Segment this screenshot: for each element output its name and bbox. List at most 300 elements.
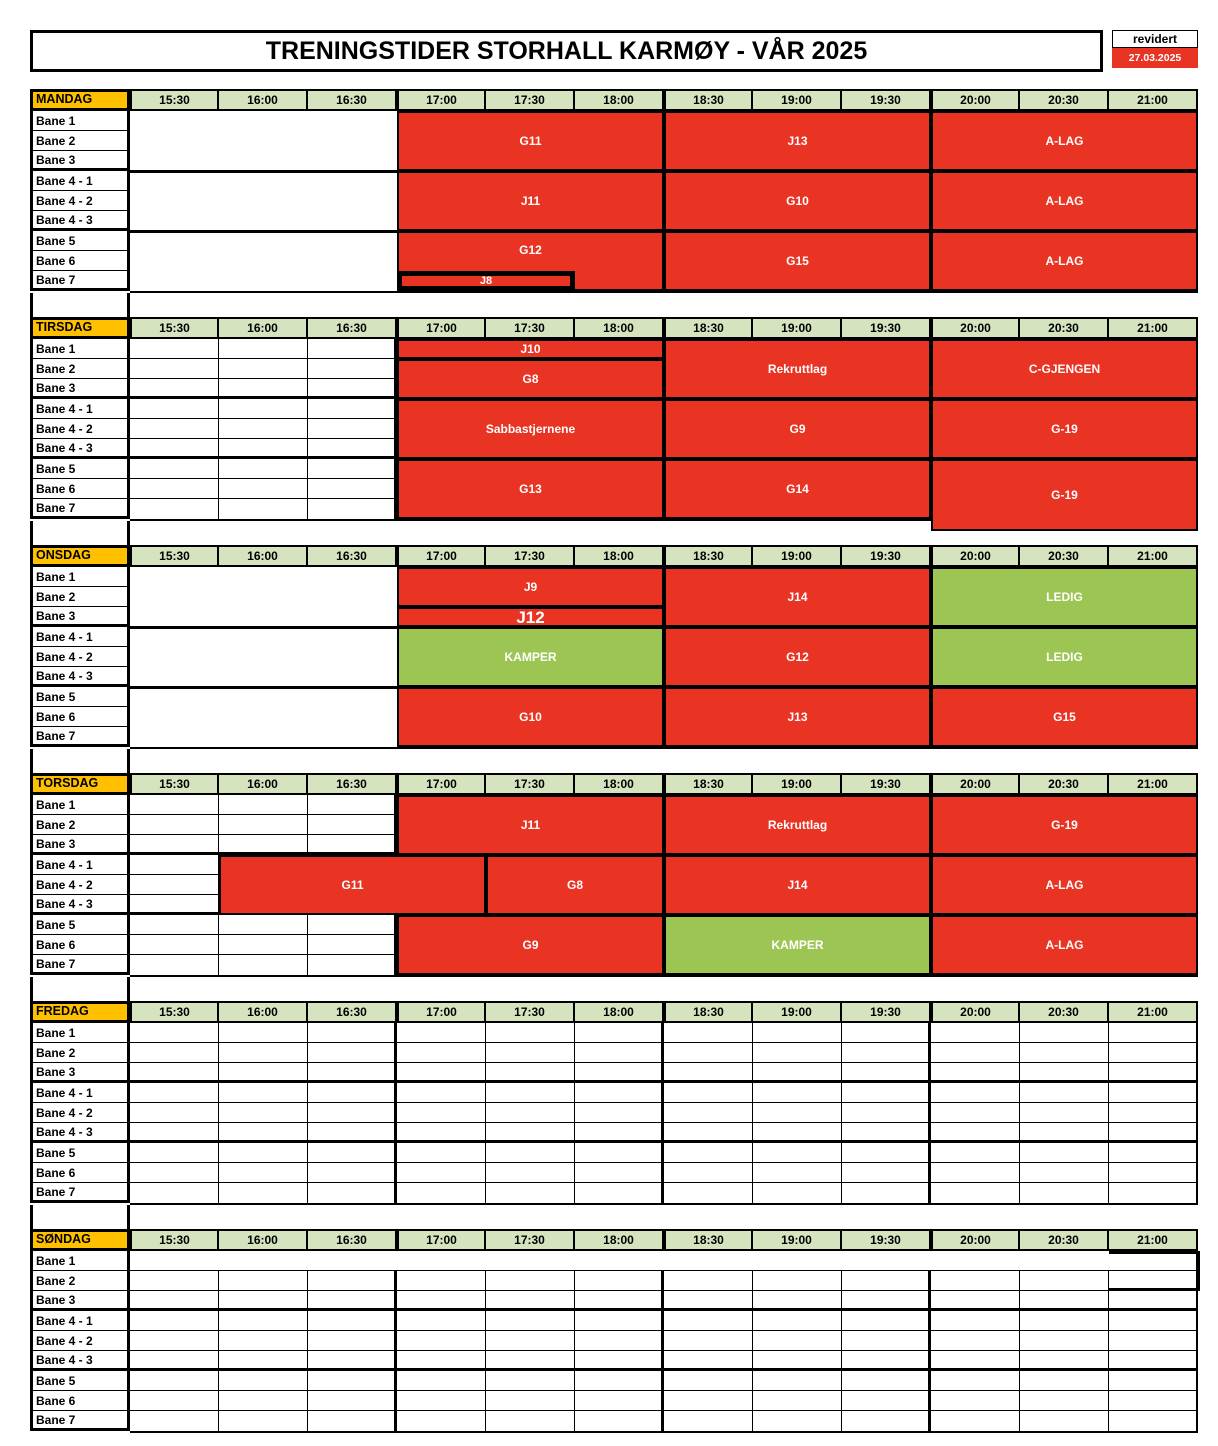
grid-cell: [575, 1183, 664, 1203]
grid-cell: [1020, 1351, 1109, 1371]
lane-label: Bane 6: [30, 935, 130, 955]
grid-cell: [1020, 1143, 1109, 1163]
revision-date: 27.03.2025: [1112, 48, 1198, 68]
grid-cell: [575, 1411, 664, 1431]
lane-label: Bane 4 - 1: [30, 1311, 130, 1331]
lane-label: Bane 4 - 3: [30, 1351, 130, 1371]
lane-label: Bane 4 - 2: [30, 647, 130, 667]
lane-label: Bane 5: [30, 1371, 130, 1391]
grid-cell: [842, 1163, 931, 1183]
time-header-cell: 18:00: [575, 773, 664, 795]
time-grid: [130, 795, 1198, 977]
lane-label: Bane 7: [30, 1411, 130, 1431]
lane-label: Bane 4 - 2: [30, 1103, 130, 1123]
grid-cell: [664, 1043, 753, 1063]
block-ledig: LEDIG: [931, 627, 1198, 687]
lane-label: Bane 3: [30, 1291, 130, 1311]
time-header-cell: 21:00: [1109, 317, 1198, 339]
grid-cell: [219, 499, 308, 519]
grid-cell: [575, 1043, 664, 1063]
lane-label: Bane 1: [30, 339, 130, 359]
grid-cell: [130, 1023, 219, 1043]
grid-cell: [308, 795, 397, 815]
grid-cell: [308, 1023, 397, 1043]
grid-cell: [219, 815, 308, 835]
grid-cell: [575, 1291, 664, 1311]
grid-cell: [1020, 1331, 1109, 1351]
grid-cell: [575, 1143, 664, 1163]
grid-cell: [130, 1391, 219, 1411]
lane-label: Bane 4 - 3: [30, 439, 130, 459]
grid-cell: [753, 1183, 842, 1203]
grid-cell: [753, 1411, 842, 1431]
block-j9: J9: [397, 567, 664, 607]
block-j14: J14: [664, 855, 931, 915]
grid-cell: [753, 1331, 842, 1351]
grid-cell: [842, 1271, 931, 1291]
lane-label: Bane 2: [30, 131, 130, 151]
block-j13: J13: [664, 687, 931, 747]
block-g11: G11: [397, 111, 664, 171]
time-header-cell: 21:00: [1109, 1229, 1198, 1251]
day-header: [30, 773, 1198, 795]
time-header-cell: 20:30: [1020, 1001, 1109, 1023]
grid-cell: [397, 1103, 486, 1123]
grid-cell: [842, 1063, 931, 1083]
grid-cell: [308, 499, 397, 519]
grid-cell: [1109, 1351, 1198, 1371]
lane-label: Bane 6: [30, 251, 130, 271]
grid-cell: [308, 419, 397, 439]
day-body: [30, 567, 1198, 749]
lane-column: [30, 567, 130, 749]
grid-cell: [842, 1083, 931, 1103]
block-g9: G9: [664, 399, 931, 459]
grid-cell: [486, 1143, 575, 1163]
grid-cell: [397, 1371, 486, 1391]
grid-cell: [397, 1391, 486, 1411]
grid-cell: [130, 1291, 219, 1311]
revision-label: revidert: [1112, 30, 1198, 48]
grid-cell: [130, 1183, 219, 1203]
time-grid: [130, 1251, 1198, 1433]
day-section-tirsdag: [30, 317, 1198, 521]
grid-cell: [486, 1123, 575, 1143]
spacer-cell: [30, 1205, 130, 1229]
time-header-cell: 19:00: [753, 545, 842, 567]
grid-cell: [397, 1123, 486, 1143]
grid-cell: [308, 439, 397, 459]
lane-label: Bane 7: [30, 727, 130, 747]
grid-cell: [219, 479, 308, 499]
lane-label: Bane 5: [30, 915, 130, 935]
grid-cell: [219, 935, 308, 955]
grid-cell: [308, 1103, 397, 1123]
time-header-cell: 19:30: [842, 773, 931, 795]
grid-cell: [219, 1163, 308, 1183]
grid-cell: [397, 1291, 486, 1311]
lane-column: [30, 795, 130, 977]
day-section-fredag: [30, 1001, 1198, 1205]
grid-cell: [130, 895, 219, 915]
grid-cell: [1109, 1103, 1198, 1123]
grid-cell: [486, 1063, 575, 1083]
grid-cell: [664, 1271, 753, 1291]
lane-label: Bane 2: [30, 359, 130, 379]
time-header-cell: 18:30: [664, 317, 753, 339]
block-g14: G14: [664, 459, 931, 519]
grid-cell: [664, 1103, 753, 1123]
grid-cell: [664, 1331, 753, 1351]
day-label: ONSDAG: [30, 545, 130, 567]
time-header-cell: 17:30: [486, 545, 575, 567]
lane-label: Bane 1: [30, 795, 130, 815]
corner-outline: [1109, 1251, 1200, 1291]
lane-label: Bane 2: [30, 815, 130, 835]
block-rekruttlag: Rekruttlag: [664, 795, 931, 855]
grid-cell: [130, 915, 219, 935]
grid-cell: [486, 1291, 575, 1311]
lane-label: Bane 4 - 2: [30, 875, 130, 895]
grid-cell: [397, 1063, 486, 1083]
time-header-cell: 17:00: [397, 317, 486, 339]
time-header-cell: 18:00: [575, 545, 664, 567]
grid-cell: [753, 1023, 842, 1043]
grid-cell: [753, 1311, 842, 1331]
grid-cell: [219, 359, 308, 379]
lane-column: [30, 1023, 130, 1205]
grid-cell: [219, 1391, 308, 1411]
grid-cell: [130, 875, 219, 895]
time-header-cell: 17:00: [397, 89, 486, 111]
block-g15: G15: [664, 231, 931, 291]
time-header-cell: 17:30: [486, 317, 575, 339]
grid-cell: [219, 1311, 308, 1331]
grid-cell: [931, 1163, 1020, 1183]
time-grid: [130, 339, 1198, 521]
day-section-sondag: [30, 1229, 1198, 1433]
lane-label: Bane 2: [30, 1271, 130, 1291]
lane-column: [30, 111, 130, 293]
time-header-cell: 15:30: [130, 89, 219, 111]
grid-cell: [130, 439, 219, 459]
grid-cell: [130, 499, 219, 519]
grid-cell: [219, 835, 308, 855]
day-sections: [30, 89, 1198, 1433]
grid-cell: [664, 1183, 753, 1203]
block-g12: G12: [664, 627, 931, 687]
grid-cell: [753, 1251, 842, 1271]
grid-cell: [664, 1163, 753, 1183]
grid-cell: [219, 439, 308, 459]
time-header-cell: 21:00: [1109, 89, 1198, 111]
lane-label: Bane 1: [30, 111, 130, 131]
grid-cell: [308, 379, 397, 399]
block-g-19: G-19: [931, 459, 1198, 531]
grid-cell: [130, 1123, 219, 1143]
day-body: [30, 1251, 1198, 1433]
lane-label: Bane 6: [30, 1391, 130, 1411]
lane-label: Bane 4 - 3: [30, 211, 130, 231]
lane-label: Bane 4 - 3: [30, 1123, 130, 1143]
grid-cell: [1020, 1103, 1109, 1123]
grid-cell: [308, 1063, 397, 1083]
time-header-cell: 16:30: [308, 1229, 397, 1251]
grid-cell: [308, 915, 397, 935]
lane-label: Bane 7: [30, 271, 130, 291]
grid-cell: [130, 1251, 219, 1271]
lane-label: Bane 3: [30, 151, 130, 171]
grid-cell: [486, 1311, 575, 1331]
grid-cell: [219, 1123, 308, 1143]
grid-cell: [219, 795, 308, 815]
lane-label: Bane 1: [30, 1251, 130, 1271]
block-c-gjengen: C-GJENGEN: [931, 339, 1198, 399]
grid-cell: [842, 1251, 931, 1271]
time-header-cell: 17:00: [397, 773, 486, 795]
time-header-cell: 17:30: [486, 89, 575, 111]
grid-cell: [1109, 1043, 1198, 1063]
grid-cell: [753, 1371, 842, 1391]
grid-cell: [931, 1331, 1020, 1351]
grid-cell: [931, 1271, 1020, 1291]
grid-cell: [664, 1411, 753, 1431]
time-header-cell: 16:30: [308, 1001, 397, 1023]
block-g-19: G-19: [931, 795, 1198, 855]
grid-cell: [219, 1063, 308, 1083]
grid-cell: [575, 1163, 664, 1183]
grid-cell: [486, 1083, 575, 1103]
grid-cell: [842, 1411, 931, 1431]
grid-cell: [486, 1391, 575, 1411]
time-header-cell: 15:30: [130, 545, 219, 567]
grid-cell: [397, 1043, 486, 1063]
grid-cell: [130, 379, 219, 399]
grid-cell: [219, 1143, 308, 1163]
block-j11: J11: [397, 795, 664, 855]
time-header-cell: 18:00: [575, 317, 664, 339]
time-header-cell: 19:00: [753, 1001, 842, 1023]
block-kamper: KAMPER: [664, 915, 931, 975]
block-j8: J8: [397, 271, 575, 291]
grid-cell: [219, 419, 308, 439]
grid-cell: [486, 1331, 575, 1351]
grid-cell: [130, 1103, 219, 1123]
day-body: [30, 339, 1198, 521]
time-header-cell: 17:00: [397, 545, 486, 567]
time-header-cell: 16:30: [308, 545, 397, 567]
grid-cell: [575, 1391, 664, 1411]
day-header: [30, 1229, 1198, 1251]
grid-cell: [1020, 1083, 1109, 1103]
lane-column: [30, 1251, 130, 1433]
grid-cell: [130, 815, 219, 835]
grid-cell: [1109, 1331, 1198, 1351]
time-header-cell: 20:00: [931, 773, 1020, 795]
grid-cell: [308, 1143, 397, 1163]
lane-label: Bane 5: [30, 231, 130, 251]
block-a-lag: A-LAG: [931, 171, 1198, 231]
grid-cell: [931, 1351, 1020, 1371]
grid-cell: [1020, 1291, 1109, 1311]
time-header-cell: 19:00: [753, 317, 842, 339]
block-sabbastjernene: Sabbastjernene: [397, 399, 664, 459]
lane-label: Bane 7: [30, 955, 130, 975]
grid-cell: [130, 1271, 219, 1291]
time-header-cell: 18:30: [664, 545, 753, 567]
grid-cell: [486, 1271, 575, 1291]
block-g11: G11: [219, 855, 486, 915]
grid-cell: [1020, 1123, 1109, 1143]
time-header-cell: 17:30: [486, 1001, 575, 1023]
spacer-cell: [30, 521, 130, 545]
grid-cell: [753, 1271, 842, 1291]
time-header-cell: 16:00: [219, 317, 308, 339]
grid-cell: [664, 1391, 753, 1411]
grid-cell: [664, 1311, 753, 1331]
section-spacer: [30, 293, 1198, 317]
lane-label: Bane 2: [30, 587, 130, 607]
block-g13: G13: [397, 459, 664, 519]
grid-cell: [753, 1103, 842, 1123]
grid-cell: [308, 1411, 397, 1431]
grid-cell: [130, 1371, 219, 1391]
time-grid: [130, 567, 1198, 749]
day-body: [30, 111, 1198, 293]
time-header-cell: 16:00: [219, 773, 308, 795]
grid-cell: [753, 1351, 842, 1371]
grid-cell: [931, 1043, 1020, 1063]
grid-cell: [486, 1371, 575, 1391]
grid-cell: [1020, 1411, 1109, 1431]
lane-label: Bane 5: [30, 1143, 130, 1163]
grid-cell: [130, 1043, 219, 1063]
grid-cell: [397, 1183, 486, 1203]
grid-cell: [130, 1063, 219, 1083]
time-header-cell: 21:00: [1109, 1001, 1198, 1023]
grid-cell: [753, 1143, 842, 1163]
grid-cell: [753, 1163, 842, 1183]
lane-label: Bane 1: [30, 1023, 130, 1043]
time-header-cell: 18:00: [575, 89, 664, 111]
lane-label: Bane 3: [30, 607, 130, 627]
grid-cell: [308, 459, 397, 479]
grid-cell: [664, 1371, 753, 1391]
grid-cell: [1109, 1411, 1198, 1431]
grid-cell: [931, 1023, 1020, 1043]
time-header-cell: 18:30: [664, 1229, 753, 1251]
grid-cell: [397, 1311, 486, 1331]
grid-cell: [397, 1251, 486, 1271]
grid-cell: [130, 935, 219, 955]
lane-label: Bane 4 - 1: [30, 1083, 130, 1103]
lane-label: Bane 7: [30, 1183, 130, 1203]
grid-cell: [130, 479, 219, 499]
grid-cell: [486, 1251, 575, 1271]
grid-cell: [486, 1023, 575, 1043]
grid-cell: [308, 1291, 397, 1311]
grid-cell: [753, 1291, 842, 1311]
grid-cell: [1020, 1183, 1109, 1203]
grid-cell: [397, 1143, 486, 1163]
grid-cell: [664, 1123, 753, 1143]
grid-cell: [219, 1351, 308, 1371]
grid-cell: [219, 1083, 308, 1103]
block-j10: J10: [397, 339, 664, 359]
section-spacer: [30, 1205, 1198, 1229]
time-header-cell: 19:00: [753, 1229, 842, 1251]
grid-cell: [931, 1251, 1020, 1271]
section-spacer: [30, 977, 1198, 1001]
grid-cell: [1109, 1143, 1198, 1163]
block-a-lag: A-LAG: [931, 231, 1198, 291]
grid-cell: [308, 1083, 397, 1103]
grid-cell: [931, 1311, 1020, 1331]
grid-cell: [664, 1351, 753, 1371]
section-spacer: [30, 749, 1198, 773]
grid-cell: [308, 815, 397, 835]
title-row: [30, 30, 1198, 72]
lane-label: Bane 4 - 2: [30, 1331, 130, 1351]
grid-cell: [219, 1371, 308, 1391]
grid-cell: [308, 479, 397, 499]
grid-cell: [397, 1351, 486, 1371]
grid-cell: [1020, 1163, 1109, 1183]
lane-label: Bane 3: [30, 1063, 130, 1083]
grid-cell: [486, 1043, 575, 1063]
block-a-lag: A-LAG: [931, 915, 1198, 975]
grid-cell: [1109, 1371, 1198, 1391]
grid-cell: [1109, 1023, 1198, 1043]
lane-column: [30, 339, 130, 521]
time-grid: [130, 111, 1198, 293]
block-j14: J14: [664, 567, 931, 627]
grid-cell: [575, 1271, 664, 1291]
grid-cell: [308, 1163, 397, 1183]
lane-label: Bane 1: [30, 567, 130, 587]
block-g12: G12: [397, 231, 664, 291]
time-header-cell: 21:00: [1109, 773, 1198, 795]
lane-label: Bane 4 - 1: [30, 627, 130, 647]
grid-cell: [575, 1331, 664, 1351]
grid-cell: [308, 1251, 397, 1271]
day-header: [30, 545, 1198, 567]
time-header-cell: 17:00: [397, 1229, 486, 1251]
time-header-cell: 20:00: [931, 545, 1020, 567]
grid-cell: [219, 459, 308, 479]
grid-cell: [308, 835, 397, 855]
time-header-cell: 21:00: [1109, 545, 1198, 567]
grid-cell: [397, 1083, 486, 1103]
block-ledig: LEDIG: [931, 567, 1198, 627]
spacer-cell: [30, 293, 130, 317]
time-header-cell: 20:30: [1020, 773, 1109, 795]
grid-cell: [753, 1063, 842, 1083]
grid-cell: [130, 795, 219, 815]
block-j13: J13: [664, 111, 931, 171]
grid-cell: [219, 379, 308, 399]
day-body: [30, 1023, 1198, 1205]
grid-cell: [842, 1183, 931, 1203]
grid-cell: [664, 1063, 753, 1083]
grid-cell: [308, 1371, 397, 1391]
grid-cell: [1020, 1251, 1109, 1271]
grid-cell: [842, 1351, 931, 1371]
lane-label: Bane 4 - 1: [30, 855, 130, 875]
grid-cell: [931, 1371, 1020, 1391]
block-j12: J12: [397, 607, 664, 627]
time-grid: [130, 1023, 1198, 1205]
